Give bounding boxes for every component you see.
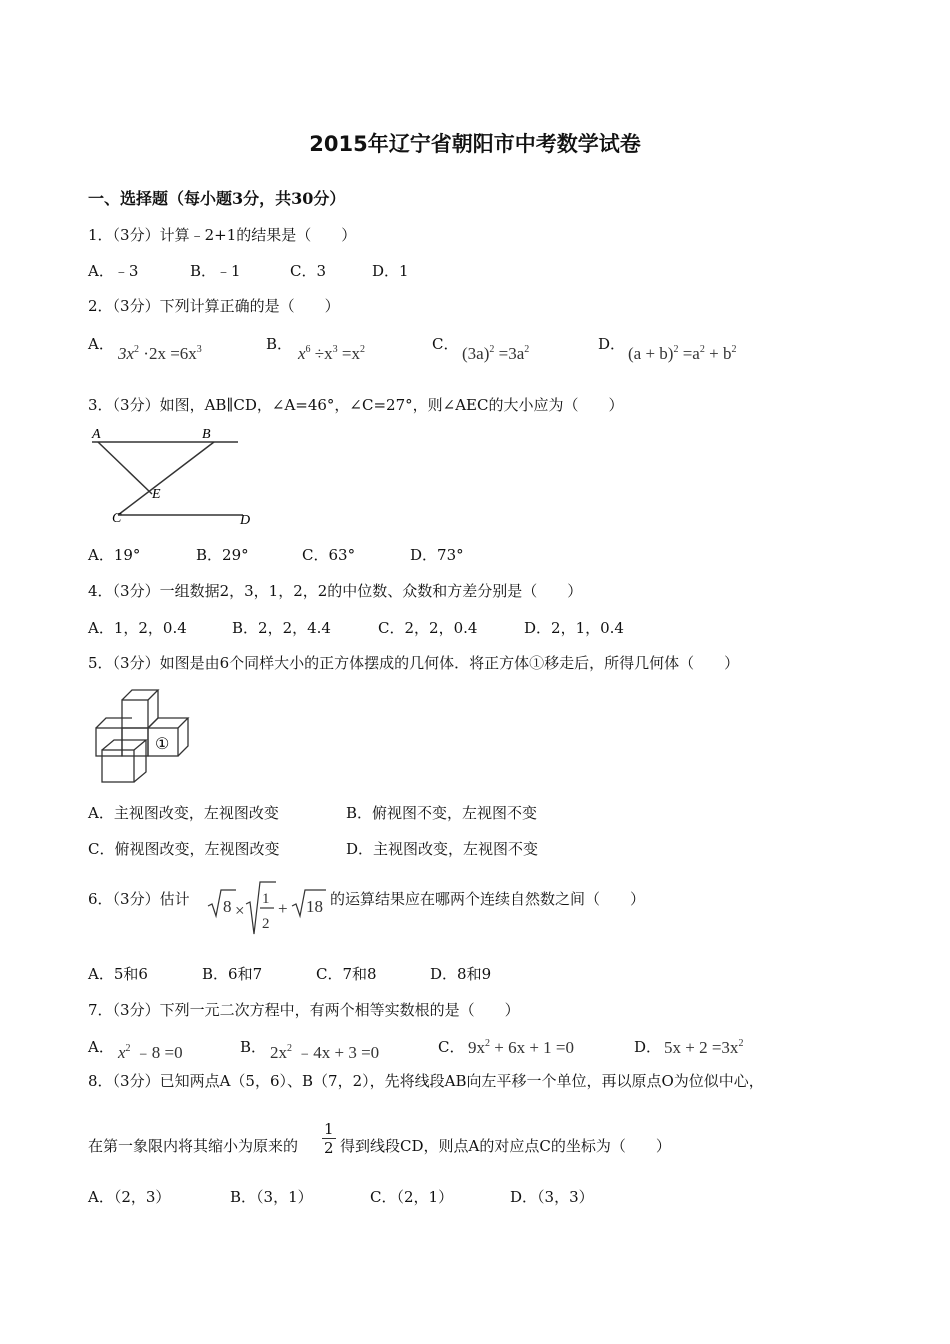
q2-expr-c: $(3a)^2 =3a^2$ (462, 344, 530, 363)
q7-expr-a: $x^2$ ﹣8 =0 (118, 1043, 183, 1062)
q1-option-a: A．﹣3 (88, 262, 139, 280)
q8-line2-pre: 在第一象限内将其缩小为原来的 (88, 1137, 299, 1155)
q6-plus: + (278, 899, 288, 918)
q7-label-c: C． (438, 1038, 465, 1056)
q3-option-b: B．29° (196, 546, 249, 564)
q3-figure (88, 424, 258, 530)
section-heading: 一、选择题（每小题3分，共30分） (88, 189, 346, 208)
q4-stem: 4．（3分）一组数据2，3，1，2，2的中位数、众数和方差分别是（ ） (88, 582, 583, 600)
q2-expr-b: $x^6 \div x^3 =x^2$ (298, 344, 365, 363)
q1-stem: 1．（3分）计算﹣2+1的结果是（ ） (88, 226, 357, 244)
q4-option-a: A．1，2，0.4 (88, 619, 187, 637)
q7-expr-c: $9x^2 + 6x + 1 =0$ (468, 1038, 575, 1057)
q6-option-a: A．5和6 (88, 965, 148, 983)
page-title: 2015年辽宁省朝阳市中考数学试卷 (309, 132, 641, 156)
q3-stem: 3．（3分）如图，AB∥CD，∠A=46°，∠C=27°，则∠AEC的大小应为（ ） (88, 396, 624, 414)
q4-option-d: D．2，1，0.4 (524, 619, 624, 637)
q7-label-b: B． (240, 1038, 267, 1056)
q6-times: × (235, 901, 245, 920)
q6-stem-pre: 6．（3分）估计 (88, 890, 190, 908)
q5-cube-label: ① (155, 736, 170, 753)
q7-stem: 7．（3分）下列一元二次方程中，有两个相等实数根的是（ ） (88, 1001, 520, 1019)
q7-label-a: A． (88, 1038, 114, 1056)
q6-frac-den: 2 (262, 916, 270, 932)
q2-expr-a: $3x^2 \cdot 2x =6x^3$ (118, 344, 202, 363)
q6-root-18: 18 (306, 897, 323, 916)
q2-label-d: D． (598, 335, 626, 353)
q8-frac-num: 1 (324, 1120, 334, 1138)
q1-option-c: C．3 (290, 262, 327, 280)
q3-option-d: D．73° (410, 546, 464, 564)
q7-expr-b: $2x^2$ ﹣4x + 3 =0 (270, 1043, 380, 1062)
q3-label-e: E (152, 487, 161, 502)
q5-option-b: B．俯视图不变，左视图不变 (346, 804, 538, 822)
q4-option-c: C．2，2，0.4 (378, 619, 478, 637)
q2-stem: 2．（3分）下列计算正确的是（ ） (88, 297, 340, 315)
q8-line1: 8．（3分）已知两点A（5，6）、B（7，2），先将线段AB向左平移一个单位，再以原点O为位似中心， (88, 1072, 764, 1090)
q5-cube-figure (92, 686, 196, 786)
q4-option-b: B．2，2，4.4 (232, 619, 331, 637)
q3-label-d: D (240, 513, 251, 528)
q6-option-b: B．6和7 (202, 965, 263, 983)
q8-line2-post: 得到线段CD，则点A的对应点C的坐标为（ ） (340, 1137, 671, 1155)
q3-option-c: C．63° (302, 546, 356, 564)
q6-frac-num: 1 (262, 891, 270, 907)
q5-option-c: C．俯视图改变，左视图改变 (88, 840, 280, 858)
q3-label-a: A (92, 427, 101, 442)
q2-expr-d: $(a + b)^2 =a^2 + b^2$ (628, 344, 737, 363)
q3-option-a: A．19° (88, 546, 141, 564)
q8-fraction (322, 1120, 336, 1157)
q6-option-d: D．8和9 (430, 965, 492, 983)
q6-root-8: 8 (223, 897, 232, 916)
q1-option-d: D．1 (372, 262, 409, 280)
q8-option-b: B．（3，1） (230, 1188, 313, 1206)
q6-expression (206, 878, 330, 940)
q7-expr-d: $5x + 2 =3x^2$ (664, 1038, 744, 1057)
q8-option-d: D．（3，3） (510, 1188, 594, 1206)
q8-option-a: A．（2，3） (88, 1188, 171, 1206)
q6-option-c: C．7和8 (316, 965, 377, 983)
q5-option-a: A．主视图改变，左视图改变 (88, 804, 279, 822)
q5-option-d: D．主视图改变，左视图不变 (346, 840, 539, 858)
q3-label-b: B (202, 427, 211, 442)
q3-label-c: C (112, 511, 122, 526)
q8-option-c: C．（2，1） (370, 1188, 454, 1206)
q2-label-b: B． (266, 335, 293, 353)
q8-frac-den: 2 (324, 1139, 334, 1157)
q5-stem: 5．（3分）如图是由6个同样大小的正方体摆成的几何体．将正方体①移走后，所得几何体（ ） (88, 654, 740, 672)
q6-stem-post: 的运算结果应在哪两个连续自然数之间（ ） (330, 890, 646, 908)
q7-label-d: D． (634, 1038, 662, 1056)
q2-label-c: C． (432, 335, 459, 353)
q1-option-b: B．﹣1 (190, 262, 241, 280)
q2-label-a: A． (88, 335, 114, 353)
